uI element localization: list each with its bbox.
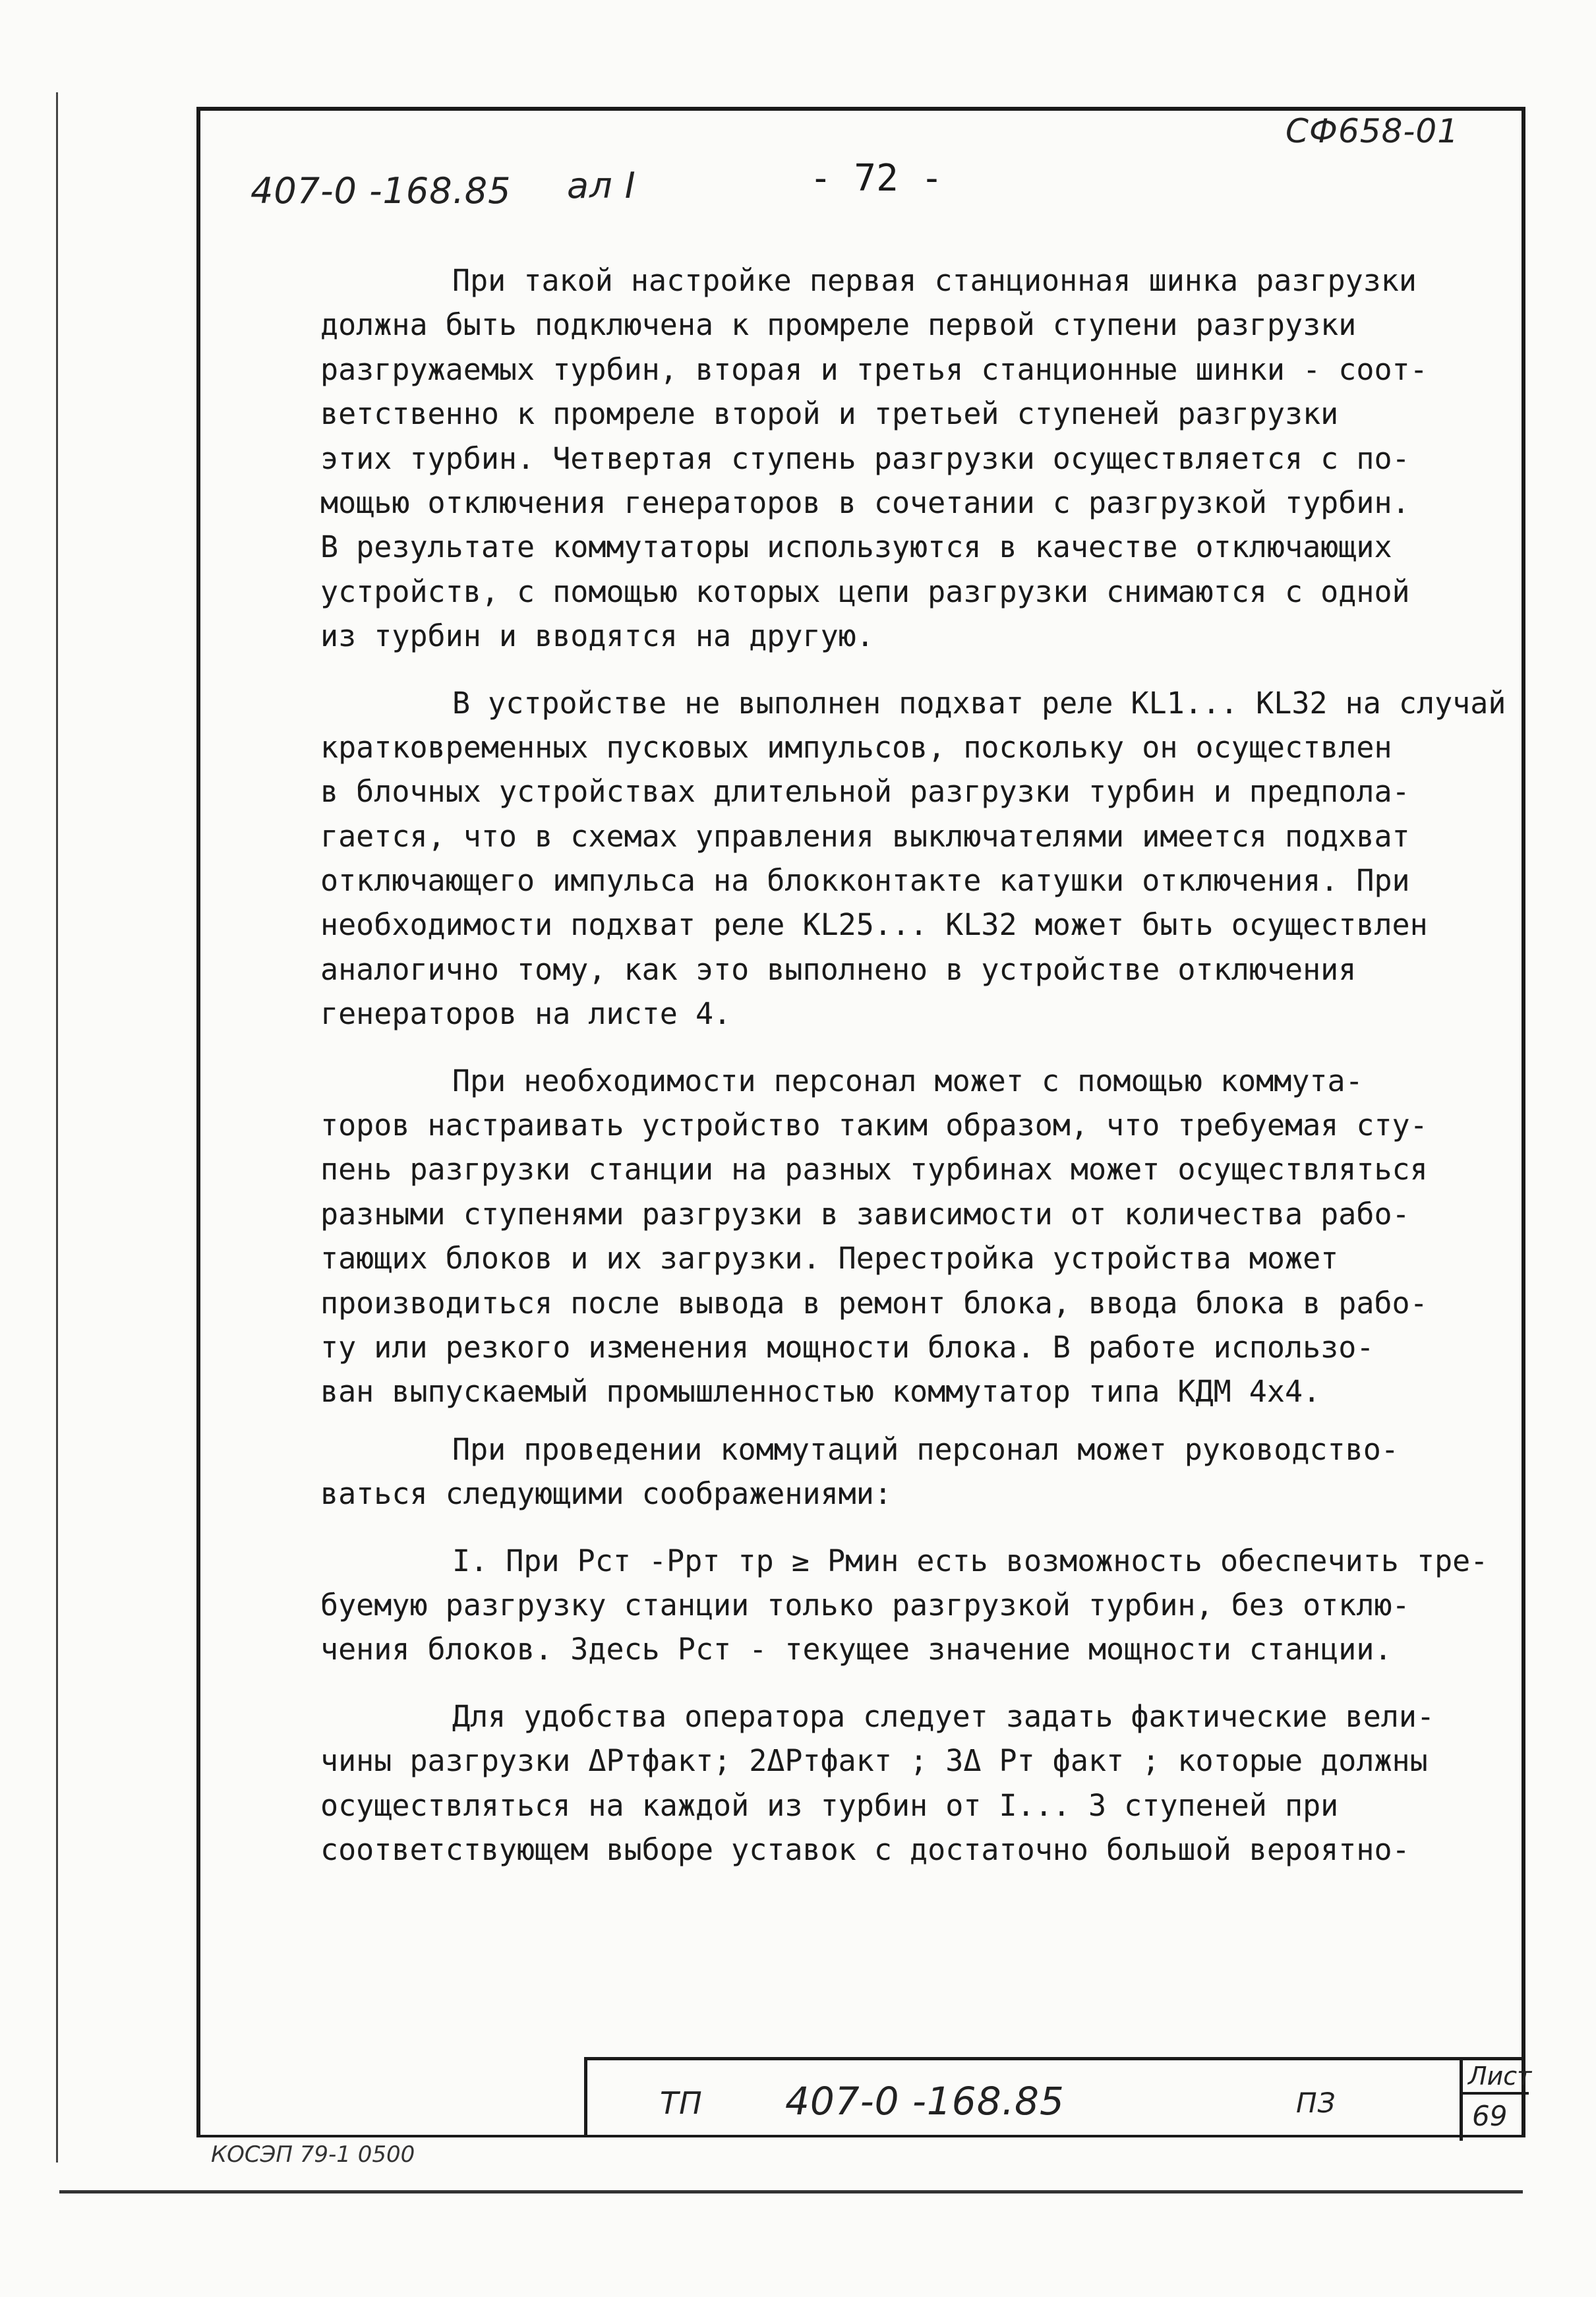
text-line: ту или резкого изменения мощности блока. В работе использо- — [320, 1329, 1374, 1365]
sheet-cell — [1460, 2060, 1532, 2141]
stamp-tp: ТП — [660, 2085, 703, 2121]
text-line: этих турбин. Четвертая ступень разгрузки осуществляется с по- — [320, 440, 1410, 476]
text-line: генераторов на листе 4. — [320, 996, 732, 1032]
body-text — [320, 258, 1506, 1872]
paragraph-3 — [320, 1059, 1500, 1414]
text-line: тающих блоков и их загрузки. Перестройка устройства может — [320, 1241, 1339, 1276]
text-line: пень разгрузки станции на разных турбинах может осуществляться — [320, 1152, 1428, 1187]
bottom-rule — [59, 2190, 1523, 2193]
text-line: из турбин и вводятся на другую. — [320, 618, 874, 654]
print-code: КОСЭП 79-1 0500 — [211, 2141, 415, 2168]
text-line: буемую разгрузку станции только разгрузкой турбин, без отклю- — [320, 1587, 1410, 1623]
text-line: в блочных устройствах длительной разгрузки турбин и предпола- — [320, 774, 1410, 810]
text-line: осуществляться на каждой из турбин от I... 3 ступеней при — [320, 1787, 1339, 1823]
text-line: При проведении коммутаций персонал может руководство- — [452, 1431, 1399, 1467]
top-right-code: СФ658-01 — [1286, 112, 1460, 150]
sheet-label: Лист — [1468, 2062, 1532, 2091]
text-line: мощью отключения генераторов в сочетании с разгрузкой турбин. — [320, 485, 1410, 520]
text-line: ваться следующими соображениями: — [320, 1476, 892, 1512]
album-number: ал I — [567, 165, 636, 206]
text-line: устройств, с помощью которых цепи разгрузки снимаются с одной — [320, 574, 1410, 609]
doc-code: 407-0 -168.85 — [251, 170, 512, 212]
text-line: ван выпускаемый промышленностью коммутатор типа КДМ 4x4. — [320, 1374, 1321, 1410]
text-line: аналогично тому, как это выполнено в устройстве отключения — [320, 951, 1357, 987]
text-line: При такой настройке первая станционная шинка разгрузки — [452, 263, 1417, 298]
sheet-number: 69 — [1472, 2100, 1508, 2132]
text-line: отключающего импульса на блокконтакте катушки отключения. При — [320, 863, 1410, 899]
paragraph-1 — [320, 258, 1500, 659]
paragraph-5 — [320, 1539, 1500, 1672]
text-line: В результате коммутаторы используются в качестве отключающих — [320, 529, 1392, 565]
text-line: кратковременных пусковых импульсов, поскольку он осуществлен — [320, 729, 1392, 765]
text-line: В устройстве не выполнен подхват реле KL1... KL32 на случай — [452, 685, 1506, 721]
text-line: должна быть подключена к промреле первой ступени разгрузки — [320, 307, 1357, 343]
text-line: ветственно к промреле второй и третьей ступеней разгрузки — [320, 396, 1339, 432]
text-line: необходимости подхват реле KL25... KL32 может быть осуществлен — [320, 907, 1428, 943]
text-line: соответствующем выборе уставок с достаточно большой вероятно- — [320, 1832, 1410, 1867]
paragraph-6 — [320, 1694, 1500, 1872]
binding-margin-line — [56, 92, 58, 2163]
text-line: При необходимости персонал может с помощью коммута- — [452, 1063, 1363, 1098]
text-line: I. При Pст -Pрт тр ≥ Pмин есть возможность обеспечить тре- — [452, 1543, 1489, 1578]
sheet-cell-divider — [1463, 2092, 1529, 2095]
stamp-doc-code: 407-0 -168.85 — [785, 2079, 1065, 2124]
text-line: разными ступенями разгрузки в зависимости от количества рабо- — [320, 1196, 1410, 1232]
text-line: разгружаемых турбин, вторая и третья станционные шинки - соот- — [320, 351, 1428, 387]
page-number: - 72 - — [810, 157, 943, 200]
text-line: торов настраивать устройство таким образом, что требуемая сту- — [320, 1108, 1428, 1143]
text-line: чины разгрузки ΔPтфакт; 2ΔPтфакт ; 3Δ Pт факт ; которые должны — [320, 1743, 1428, 1779]
text-line: чения блоков. Здесь Pст - текущее значение мощности станции. — [320, 1632, 1392, 1667]
paragraph-4 — [320, 1427, 1500, 1516]
text-line: Для удобства оператора следует задать фактические вели- — [452, 1698, 1435, 1734]
title-block — [584, 2057, 1532, 2137]
text-line: гается, что в схемах управления выключателями имеется подхват — [320, 818, 1410, 854]
stamp-section: ПЗ — [1296, 2087, 1336, 2119]
text-line: производиться после вывода в ремонт блока, ввода блока в рабо- — [320, 1285, 1428, 1321]
paragraph-2 — [320, 681, 1506, 1036]
